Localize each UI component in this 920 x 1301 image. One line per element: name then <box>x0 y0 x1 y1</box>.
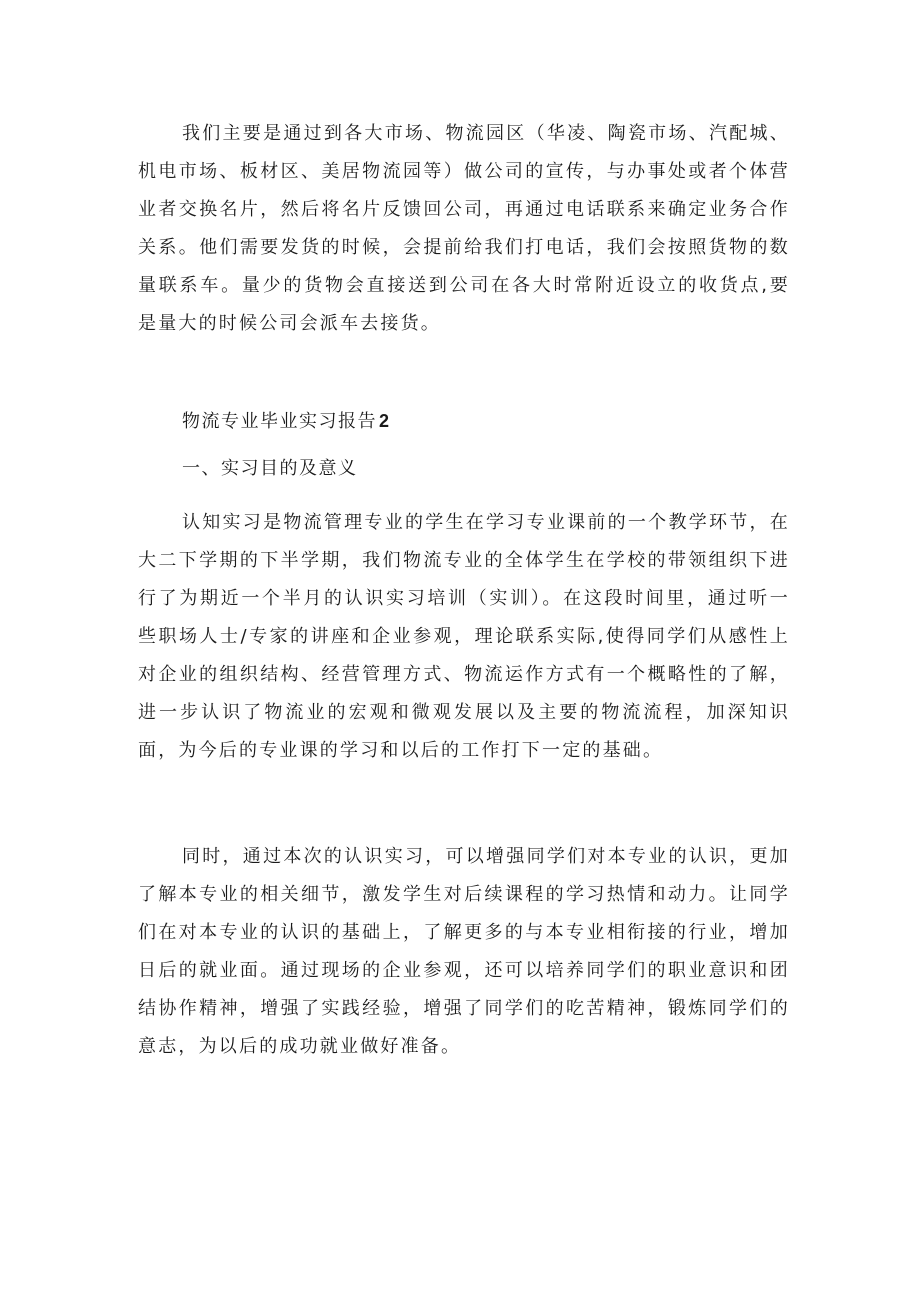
paragraph-purpose: 认知实习是物流管理专业的学生在学习专业课前的一个教学环节，在大二下学期的下半学期，我们物流专业的全体学生在学校的带领组织下进行了为期近一个半月的认识实习培训（实训）。在这段时间里，通过听一些职场人士/专家的讲座和企业参观，理论联系实际,使得同学们从感性上对企业的组织结构、经营管理方式、物流运作方式有一个概略性的了解，进一步认识了物流业的宏观和微观发展以及主要的物流流程，加深知识面，为今后的专业课的学习和以后的工作打下一定的基础。 <box>138 512 790 761</box>
report-title <box>182 407 389 436</box>
report-title-number: 2 <box>379 411 390 431</box>
paragraph-significance: 同时，通过本次的认识实习，可以增强同学们对本专业的认识，更加了解本专业的相关细节，激发学生对后续课程的学习热情和动力。让同学们在对本专业的认识的基础上，了解更多的与本专业相衔接的行业，增加日后的就业面。通过现场的企业参观，还可以培养同学们的职业意识和团结协作精神，增强了实践经验，增强了同学们的吃苦精神，锻炼同学们的意志，为以后的成功就业做好准备。 <box>138 846 790 1057</box>
paragraph-intro: 我们主要是通过到各大市场、物流园区（华凌、陶瓷市场、汽配城、机电市场、板材区、美居物流园等）做公司的宣传，与办事处或者个体营业者交换名片，然后将名片反馈回公司，再通过电话联系来确定业务合作关系。他们需要发货的时候，会提前给我们打电话，我们会按照货物的数量联系车。量少的货物会直接送到公司在各大时常附近设立的收货点,要是量大的时候公司会派车去接货。 <box>138 123 790 334</box>
section-heading: 一、实习目的及意义 <box>182 458 358 479</box>
report-title-text: 物流专业毕业实习报告 <box>182 411 377 432</box>
